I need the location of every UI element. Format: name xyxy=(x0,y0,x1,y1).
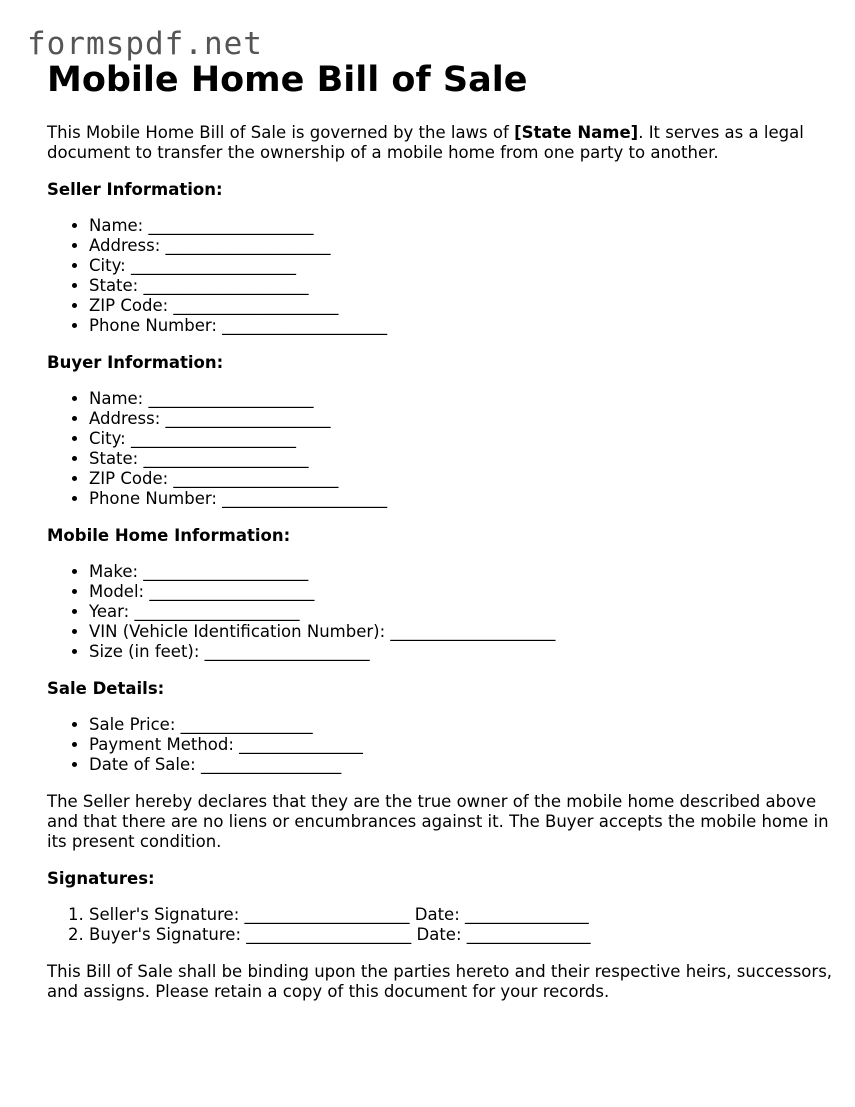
closing-paragraph: This Bill of Sale shall be binding upon the parties hereto and their respective heirs, successors, and assigns. Please retain a copy of this document for your records. xyxy=(47,962,833,1001)
seller-zip-field: • ZIP Code: ____________________ xyxy=(89,296,837,316)
buyer-name-field: • Name: ____________________ xyxy=(89,389,837,409)
buyer-signature-line: 2. Buyer's Signature: ____________________ Date: _______________ xyxy=(89,925,837,945)
sale-field-list xyxy=(47,715,837,775)
state-name-placeholder: [State Name] xyxy=(514,123,639,142)
intro-text-after: . It serves as a legal document to transfer the ownership of a mobile home from one party to another. xyxy=(47,123,804,162)
seller-phone-field: • Phone Number: ____________________ xyxy=(89,316,837,336)
intro-paragraph xyxy=(47,123,837,163)
seller-state-field: • State: ____________________ xyxy=(89,276,837,296)
seller-signature-line: 1. Seller's Signature: ____________________ Date: _______________ xyxy=(89,905,837,925)
sale-date-field: • Date of Sale: _________________ xyxy=(89,755,837,775)
buyer-zip-field: • ZIP Code: ____________________ xyxy=(89,469,837,489)
home-size-field: • Size (in feet): ____________________ xyxy=(89,642,837,662)
home-field-list xyxy=(47,562,837,662)
seller-address-field: • Address: ____________________ xyxy=(89,236,837,256)
signature-list xyxy=(47,905,837,945)
buyer-address-field: • Address: ____________________ xyxy=(89,409,837,429)
buyer-section-heading: Buyer Information: xyxy=(47,353,224,372)
buyer-state-field: • State: ____________________ xyxy=(89,449,837,469)
buyer-city-field: • City: ____________________ xyxy=(89,429,837,449)
home-vin-field: • VIN (Vehicle Identification Number): ____________________ xyxy=(89,622,837,642)
home-year-field: • Year: ____________________ xyxy=(89,602,837,622)
home-section-heading: Mobile Home Information: xyxy=(47,526,291,545)
watermark-logo: formspdf.net xyxy=(27,26,263,62)
seller-field-list xyxy=(47,216,837,336)
buyer-phone-field: • Phone Number: ____________________ xyxy=(89,489,837,509)
intro-text-before: This Mobile Home Bill of Sale is governed by the laws of xyxy=(47,123,515,142)
document-body xyxy=(47,58,837,1002)
seller-city-field: • City: ____________________ xyxy=(89,256,837,276)
seller-name-field: • Name: ____________________ xyxy=(89,216,837,236)
page-title: Mobile Home Bill of Sale xyxy=(47,60,528,100)
signatures-section-heading: Signatures: xyxy=(47,869,155,888)
declaration-paragraph: The Seller hereby declares that they are the true owner of the mobile home described above and that there are no liens or encumbrances against it. The Buyer accepts the mobile home in its present condition. xyxy=(47,792,829,851)
home-model-field: • Model: ____________________ xyxy=(89,582,837,602)
sale-price-field: • Sale Price: ________________ xyxy=(89,715,837,735)
home-make-field: • Make: ____________________ xyxy=(89,562,837,582)
buyer-field-list xyxy=(47,389,837,509)
sale-section-heading: Sale Details: xyxy=(47,679,165,698)
payment-method-field: • Payment Method: _______________ xyxy=(89,735,837,755)
seller-section-heading: Seller Information: xyxy=(47,180,223,199)
